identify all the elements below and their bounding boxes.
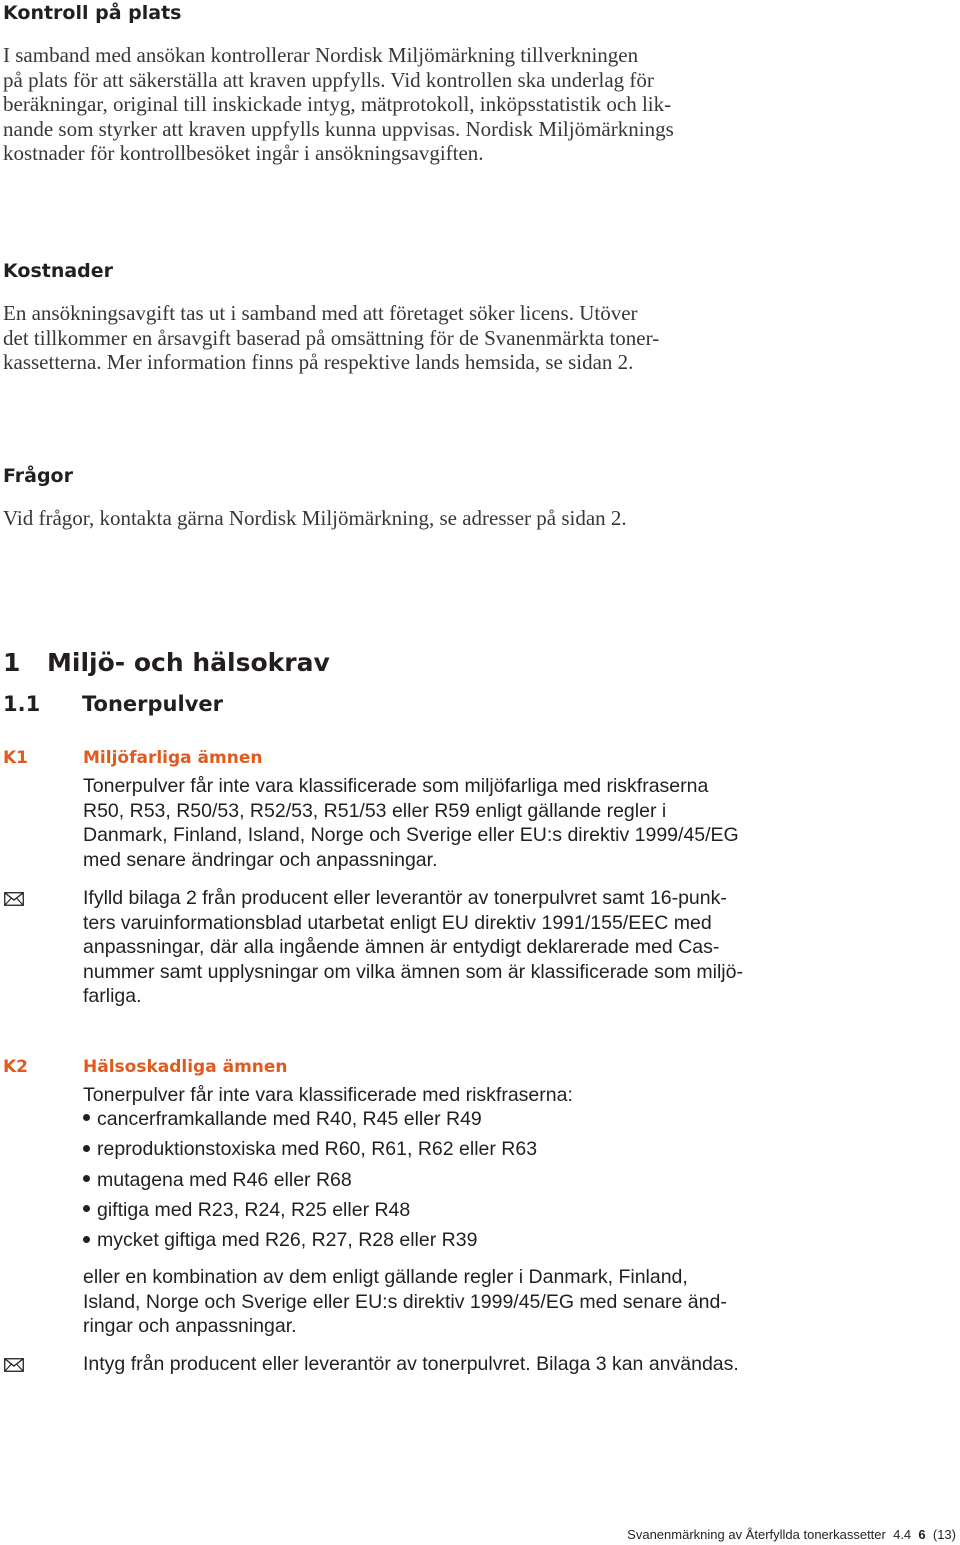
text-line: Danmark, Finland, Island, Norge och Sverige eller EU:s direktiv 1999/45/EG xyxy=(83,824,739,846)
requirement-text-k1 xyxy=(83,774,773,872)
requirement-code-k2: K2 xyxy=(3,1057,29,1077)
text-line: Tonerpulver får inte vara klassificerade som miljöfarliga med riskfraserna xyxy=(83,775,709,797)
envelope-icon xyxy=(4,1358,24,1372)
risk-phrase-list xyxy=(83,1107,537,1258)
text-line: beräkningar, original till inskickade intyg, mätprotokoll, inköpsstatistik och lik- xyxy=(3,92,672,116)
text-line: med senare ändringar och anpassningar. xyxy=(83,848,438,871)
text-line: R50, R53, R50/53, R52/53, R51/53 eller R59 enligt gällande regler i xyxy=(83,799,667,822)
paragraph-fragor xyxy=(3,506,763,531)
page-footer xyxy=(627,1527,956,1542)
text-line: eller en kombination av dem enligt gällande regler i Danmark, Finland, xyxy=(83,1266,688,1288)
text-line: ters varuinformationsblad utarbetat enligt EU direktiv 1991/155/EEC med xyxy=(83,911,712,934)
documentation-text-k2 xyxy=(83,1352,773,1377)
text-line: Tonerpulver får inte vara klassificerade med riskfraserna: xyxy=(83,1084,573,1106)
text-line: Island, Norge och Sverige eller EU:s direktiv 1999/45/EG med senare änd- xyxy=(83,1290,727,1313)
text-line: kostnader för kontrollbesöket ingår i ansökningsavgiften. xyxy=(3,141,484,165)
subsection-title: Tonerpulver xyxy=(82,692,223,716)
list-item: reproduktionstoxiska med R60, R61, R62 eller R63 xyxy=(83,1137,537,1167)
envelope-icon xyxy=(4,892,24,906)
list-item: mutagena med R46 eller R68 xyxy=(83,1168,537,1198)
bullet-icon xyxy=(83,1145,90,1152)
heading-kostnader: Kostnader xyxy=(3,260,114,282)
text-line: på plats för att säkerställa att kraven uppfylls. Vid kontrollen ska underlag för xyxy=(3,67,654,92)
text-line: nande som styrker att kraven uppfylls kunna uppvisas. Nordisk Miljömärknings xyxy=(3,116,674,141)
section-number: 1 xyxy=(3,648,21,677)
bullet-icon xyxy=(83,1236,90,1243)
footer-page-total: (13) xyxy=(932,1527,956,1542)
footer-version: 4.4 xyxy=(893,1527,912,1542)
list-item: cancerframkallande med R40, R45 eller R49 xyxy=(83,1107,537,1137)
bullet-icon xyxy=(83,1205,90,1212)
text-line: anpassningar, där alla ingående ämnen är entydigt deklarerade med Cas- xyxy=(83,936,720,958)
bullet-icon xyxy=(83,1175,90,1182)
bullet-icon xyxy=(83,1114,90,1121)
footer-document-title: Svanenmärkning av Återfyllda tonerkassetter xyxy=(627,1527,886,1542)
footer-page-number: 6 xyxy=(918,1527,926,1542)
text-line: Intyg från producent eller leverantör av tonerpulvret. Bilaga 3 kan användas. xyxy=(83,1353,739,1375)
requirement-code-k1: K1 xyxy=(3,748,29,768)
paragraph-kostnader xyxy=(3,301,763,375)
text-line: En ansökningsavgift tas ut i samband med att företaget söker licens. Utöver xyxy=(3,301,638,325)
requirement-title-k1: Miljöfarliga ämnen xyxy=(83,748,263,768)
section-heading xyxy=(3,648,330,677)
text-line: det tillkommer en årsavgift baserad på omsättning för de Svanenmärkta toner- xyxy=(3,325,660,350)
section-title: Miljö- och hälsokrav xyxy=(47,648,330,677)
requirement-title-k2: Hälsoskadliga ämnen xyxy=(83,1057,288,1077)
subsection-number: 1.1 xyxy=(3,692,41,716)
list-item: giftiga med R23, R24, R25 eller R48 xyxy=(83,1198,537,1228)
requirement-intro-k2 xyxy=(83,1083,773,1108)
text-line: ringar och anpassningar. xyxy=(83,1315,297,1337)
heading-fragor: Frågor xyxy=(3,465,73,487)
text-line: I samband med ansökan kontrollerar Nordisk Miljömärkning tillverkningen xyxy=(3,43,639,67)
text-line: Ifylld bilaga 2 från producent eller leverantör av tonerpulvret samt 16-punk- xyxy=(83,887,727,909)
list-item: mycket giftiga med R26, R27, R28 eller R39 xyxy=(83,1228,537,1258)
heading-kontroll: Kontroll på plats xyxy=(3,2,182,24)
text-line: farliga. xyxy=(83,985,142,1007)
text-line: Vid frågor, kontakta gärna Nordisk Miljömärkning, se adresser på sidan 2. xyxy=(3,506,627,530)
text-line: kassetterna. Mer information finns på respektive lands hemsida, se sidan 2. xyxy=(3,350,634,374)
documentation-text-k1 xyxy=(83,886,773,1009)
subsection-heading xyxy=(3,692,223,716)
text-line: nummer samt upplysningar om vilka ämnen som är klassificerade som miljö- xyxy=(83,960,743,983)
paragraph-kontroll xyxy=(3,43,763,166)
requirement-text-k2 xyxy=(83,1265,773,1339)
